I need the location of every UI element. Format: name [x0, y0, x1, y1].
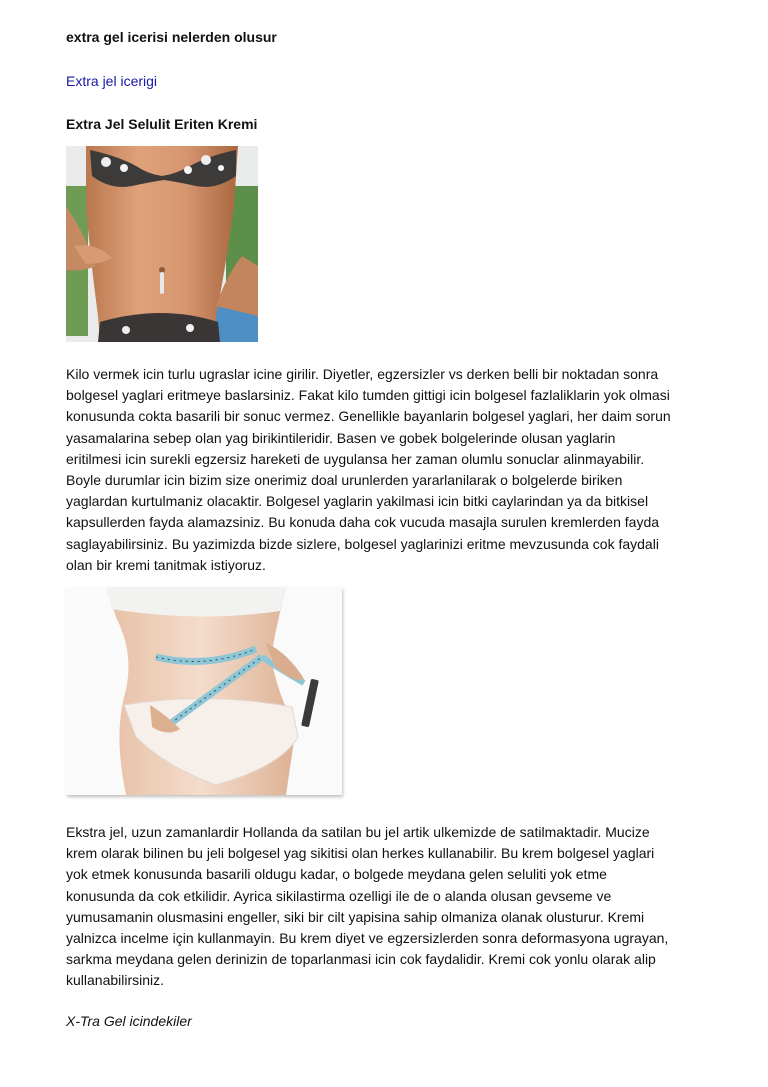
- paragraph-line: kullanabilirsiniz.: [66, 972, 165, 989]
- paragraph-line: yaglardan kurtulmaniz olacaktir. Bolgesel yaglarin yakilmasi icin bitki caylarindan ya da bitkisel: [66, 493, 649, 510]
- paragraph-line: sarkma meydana gelen derinizin de toparlanmasi icin cok faydalidir. Kremi cok yonlu olarak alip: [66, 951, 656, 968]
- paragraph-line: olan bir kremi tanitmak istiyoruz.: [66, 556, 266, 573]
- measuring-tape-waist-image: [66, 587, 342, 795]
- ingredients-heading: X-Tra Gel icindekiler: [66, 1013, 192, 1029]
- paragraph-line: bolgesel yaglari eritmeye baslarsiniz. Fakat kilo tumden gittigi icin bolgesel fazlaliklarin yok olmasi: [66, 387, 670, 404]
- paragraph-description: [66, 822, 738, 992]
- paragraph-line: kapsullerden fayda alamazsiniz. Bu konuda daha cok vucuda masajla surulen kremlerden fayda: [66, 514, 660, 531]
- paragraph-line: konusunda cokta basarili bir sonuc vermez. Genellikle bayanlarin bolgesel yaglari, her daim sorun: [66, 408, 671, 425]
- paragraph-line: yok etmek konusunda basarili oldugu kadar, o bolgede meydana gelen seluliti yok etme: [66, 866, 607, 883]
- paragraph-line: Boyle durumlar icin bizim size onerimiz doal urunlerden yararlanilarak o bolgelerde biriken: [66, 472, 623, 489]
- paragraph-line: yumusamanin olusmasini engeller, siki bir cilt yapisina sahip olmaniza olanak olusturur. Kremi: [66, 908, 645, 925]
- paragraph-line: saglayabilirsiniz. Bu yazimizda bizde sizlere, bolgesel yaglarinizi eritme mevzusunda cok faydali: [66, 535, 659, 552]
- paragraph-line: yasamalarina sebep olan yag birikintileridir. Basen ve gobek bolgelerinde olusan yaglarin: [66, 429, 616, 446]
- paragraph-line: yalnizca incelme için kullanmayin. Bu krem diyet ve egzersizlerden sonra deformasyona ugrayan,: [66, 930, 669, 947]
- document-title: extra gel icerisi nelerden olusur: [66, 29, 277, 45]
- paragraph-line: Kilo vermek icin turlu ugraslar icine girilir. Diyetler, egzersizler vs derken belli bir noktadan sonra: [66, 366, 659, 382]
- bikini-torso-image: [66, 146, 258, 342]
- extra-jel-link[interactable]: Extra jel icerigi: [66, 73, 158, 89]
- paragraph-line: konusunda da cok etkilidir. Ayrica sikilastirma ozelligi ile de o alanda olusan gevseme ve: [66, 887, 612, 904]
- paragraph-line: krem olarak bilinen bu jeli bolgesel yag sikitisi olan herkes kullanabilir. Bu krem bolgesel yaglari: [66, 845, 655, 862]
- paragraph-line: Ekstra jel, uzun zamanlardir Hollanda da satilan bu jel artik ulkemizde de satilmaktadir. Mucize: [66, 824, 650, 840]
- section-subtitle: Extra Jel Selulit Eriten Kremi: [66, 116, 258, 132]
- paragraph-intro: [66, 364, 738, 576]
- paragraph-line: eritilmesi icin surekli egzersiz hareketi de uygulansa her zaman olumlu sonuclar alinmayabilir.: [66, 450, 645, 467]
